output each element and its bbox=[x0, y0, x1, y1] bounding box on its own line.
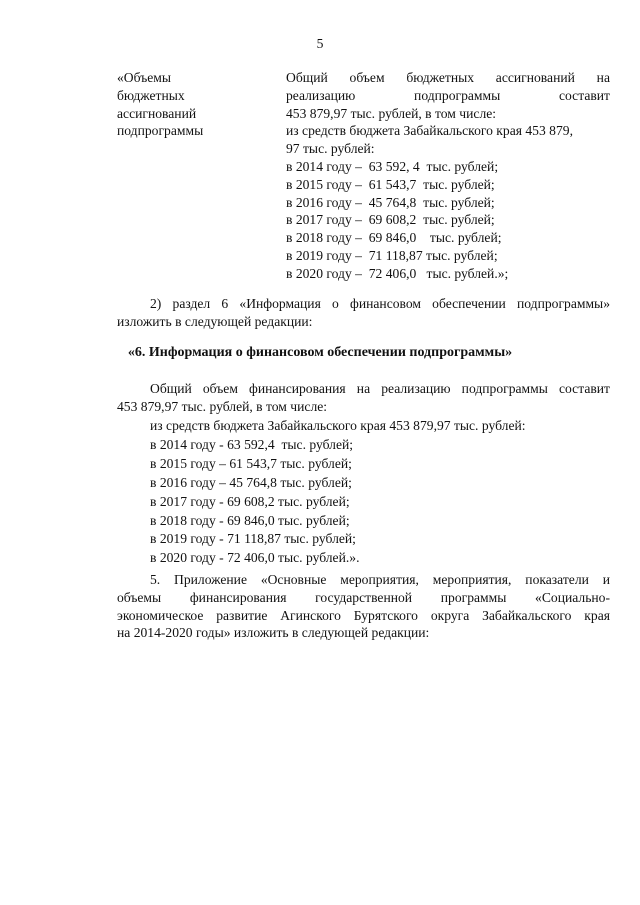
funding-list-item: в 2019 году - 71 118,87 тыс. рублей; bbox=[150, 531, 356, 547]
funding-list-item: из средств бюджета Забайкальского края 453 879,97 тыс. рублей: bbox=[150, 418, 526, 433]
section-6-funding-list bbox=[150, 417, 610, 568]
funding-list-item: в 2020 году - 72 406,0 тыс. рублей.». bbox=[150, 550, 360, 566]
passport-value-line: реализацию подпрограммы составит bbox=[286, 87, 610, 103]
item-2-line: изложить в следующей редакции: bbox=[117, 313, 313, 329]
passport-year-line: в 2015 году – 61 543,7 тыс. рублей; bbox=[286, 176, 495, 192]
page-number: 5 bbox=[316, 36, 324, 51]
section-6-intro-line: 453 879,97 тыс. рублей, в том числе: bbox=[117, 398, 328, 414]
passport-year-line: в 2017 году – 69 608,2 тыс. рублей; bbox=[286, 212, 495, 228]
passport-year-line: в 2018 году – 69 846,0 тыс. рублей; bbox=[286, 230, 502, 246]
passport-label-line: бюджетных bbox=[117, 87, 185, 103]
passport-label-line: «Объемы bbox=[117, 70, 171, 85]
passport-label bbox=[117, 69, 277, 140]
passport-year-line: в 2014 году – 63 592, 4 тыс. рублей; bbox=[286, 158, 499, 174]
funding-list-item: в 2015 году – 61 543,7 тыс. рублей; bbox=[150, 455, 352, 471]
section-6-heading: «6. Информация о финансовом обеспечении подпрограммы» bbox=[127, 345, 513, 360]
passport-value bbox=[286, 69, 610, 283]
passport-year-line: в 2020 году – 72 406,0 тыс. рублей.»; bbox=[286, 265, 509, 281]
passport-year-line: в 2019 году – 71 118,87 тыс. рублей; bbox=[286, 247, 498, 263]
passport-year-line: в 2016 году – 45 764,8 тыс. рублей; bbox=[286, 194, 495, 210]
item-5-line: объемы финансирования государственной программы «Социально- bbox=[117, 589, 610, 605]
passport-value-line: Общий объем бюджетных ассигнований на bbox=[286, 70, 610, 85]
section-6-intro-line: Общий объем финансирования на реализацию подпрограммы составит bbox=[150, 381, 610, 396]
section-6-intro bbox=[117, 380, 610, 416]
item-5-paragraph bbox=[117, 571, 610, 642]
item-5-line: экономическое развитие Агинского Бурятского округа Забайкальского края bbox=[117, 607, 610, 623]
item-5-line: на 2014-2020 годы» изложить в следующей редакции: bbox=[117, 625, 430, 641]
passport-value-line: 453 879,97 тыс. рублей, в том числе: bbox=[286, 105, 497, 121]
item-5-line: 5. Приложение «Основные мероприятия, мероприятия, показатели и bbox=[150, 572, 610, 587]
funding-list-item: в 2017 году - 69 608,2 тыс. рублей; bbox=[150, 493, 350, 509]
funding-list-item: в 2016 году – 45 764,8 тыс. рублей; bbox=[150, 474, 352, 490]
funding-list-item: в 2018 году - 69 846,0 тыс. рублей; bbox=[150, 512, 350, 528]
funding-list-item: в 2014 году - 63 592,4 тыс. рублей; bbox=[150, 436, 354, 452]
item-2-line: 2) раздел 6 «Информация о финансовом обеспечении подпрограммы» bbox=[150, 296, 610, 311]
passport-label-line: ассигнований bbox=[117, 105, 197, 121]
passport-label-line: подпрограммы bbox=[117, 123, 204, 139]
passport-value-line: из средств бюджета Забайкальского края 453 879, bbox=[286, 123, 573, 139]
passport-value-line: 97 тыс. рублей: bbox=[286, 141, 375, 157]
item-2-paragraph bbox=[117, 295, 610, 331]
